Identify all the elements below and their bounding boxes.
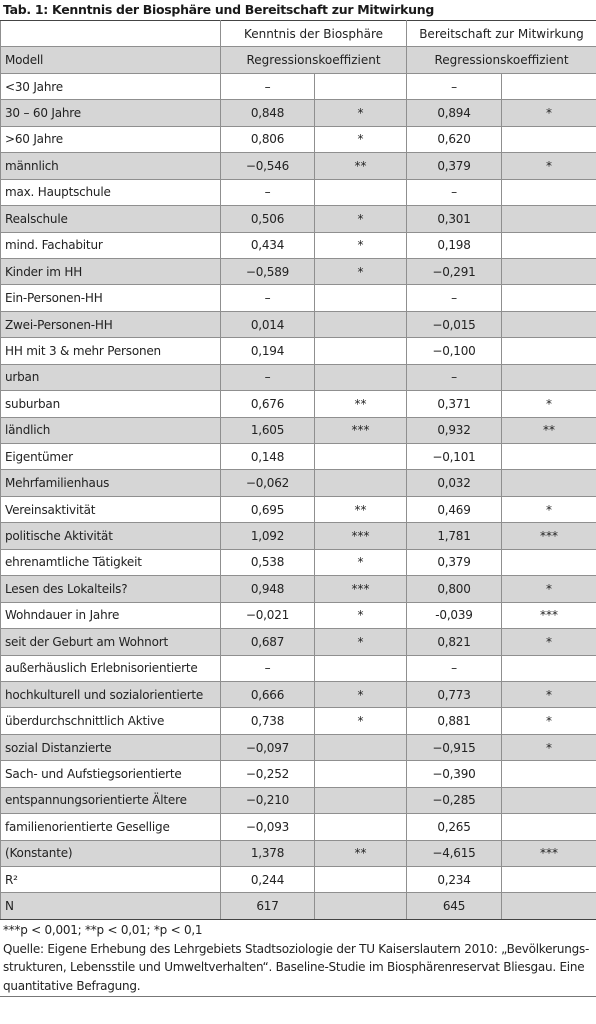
bereitschaft-coef: −4,615: [407, 840, 502, 866]
bereitschaft-sig: [502, 867, 596, 893]
row-label: Wohndauer in Jahre: [1, 602, 221, 628]
kenntnis-coef: −0,021: [221, 602, 315, 628]
kenntnis-coef: 0,848: [221, 100, 315, 126]
bereitschaft-sig: *: [502, 153, 596, 179]
bereitschaft-sig: ***: [502, 523, 596, 549]
kenntnis-sig: *: [315, 708, 407, 734]
kenntnis-sig: [315, 311, 407, 337]
row-label: >60 Jahre: [1, 126, 221, 152]
kenntnis-coef: –: [221, 364, 315, 390]
header-coef-kenntnis: Regressionskoeffizient: [221, 47, 407, 73]
table-row: [1, 576, 596, 602]
row-label: überdurchschnittlich Aktive: [1, 708, 221, 734]
kenntnis-sig: [315, 285, 407, 311]
regression-table: [0, 20, 596, 920]
bereitschaft-sig: *: [502, 708, 596, 734]
kenntnis-sig: [315, 787, 407, 813]
kenntnis-coef: 0,695: [221, 496, 315, 522]
subheader-row: [1, 47, 596, 73]
kenntnis-coef: –: [221, 73, 315, 99]
kenntnis-sig: *: [315, 126, 407, 152]
row-label: hochkulturell und sozialorientierte: [1, 681, 221, 707]
bereitschaft-sig: ***: [502, 602, 596, 628]
row-label: Realschule: [1, 206, 221, 232]
table-row: [1, 761, 596, 787]
table-body: [1, 73, 596, 919]
row-label: außerhäuslich Erlebnisorientierte: [1, 655, 221, 681]
row-label: Lesen des Lokalteils?: [1, 576, 221, 602]
bereitschaft-coef: −0,100: [407, 338, 502, 364]
header-bereitschaft: Bereitschaft zur Mitwirkung: [407, 21, 596, 47]
bereitschaft-coef: 0,773: [407, 681, 502, 707]
kenntnis-coef: 617: [221, 893, 315, 919]
bereitschaft-coef: 0,620: [407, 126, 502, 152]
kenntnis-sig: **: [315, 153, 407, 179]
bereitschaft-sig: [502, 444, 596, 470]
bereitschaft-sig: [502, 311, 596, 337]
kenntnis-coef: 0,948: [221, 576, 315, 602]
kenntnis-coef: –: [221, 655, 315, 681]
row-label: <30 Jahre: [1, 73, 221, 99]
bereitschaft-coef: 0,800: [407, 576, 502, 602]
bottom-rule: [0, 996, 596, 997]
table-row: [1, 232, 596, 258]
bereitschaft-sig: ***: [502, 840, 596, 866]
kenntnis-coef: –: [221, 285, 315, 311]
bereitschaft-coef: 0,821: [407, 629, 502, 655]
bereitschaft-sig: [502, 206, 596, 232]
table-row: [1, 549, 596, 575]
kenntnis-sig: [315, 867, 407, 893]
bereitschaft-sig: [502, 285, 596, 311]
kenntnis-coef: −0,589: [221, 258, 315, 284]
bereitschaft-coef: –: [407, 179, 502, 205]
bereitschaft-sig: *: [502, 576, 596, 602]
row-label: N: [1, 893, 221, 919]
bereitschaft-coef: −0,101: [407, 444, 502, 470]
bereitschaft-sig: [502, 232, 596, 258]
row-label: sozial Distanzierte: [1, 734, 221, 760]
kenntnis-coef: 0,806: [221, 126, 315, 152]
row-label: Kinder im HH: [1, 258, 221, 284]
bereitschaft-coef: 645: [407, 893, 502, 919]
table-row: [1, 523, 596, 549]
table-row: [1, 734, 596, 760]
table-row: [1, 364, 596, 390]
source-line-2: strukturen, Lebensstile und Umweltverhalten“. Baseline-Studie im Biosphärenreservat Bliesgau. Eine: [3, 960, 585, 974]
kenntnis-coef: −0,062: [221, 470, 315, 496]
kenntnis-sig: *: [315, 549, 407, 575]
row-label: urban: [1, 364, 221, 390]
bereitschaft-coef: 0,894: [407, 100, 502, 126]
kenntnis-sig: [315, 814, 407, 840]
bereitschaft-coef: 0,198: [407, 232, 502, 258]
row-label: (Konstante): [1, 840, 221, 866]
header-model: Modell: [1, 47, 221, 73]
bereitschaft-coef: −0,015: [407, 311, 502, 337]
bereitschaft-sig: [502, 893, 596, 919]
bereitschaft-sig: *: [502, 496, 596, 522]
bereitschaft-coef: −0,915: [407, 734, 502, 760]
table-row: [1, 708, 596, 734]
kenntnis-coef: 0,244: [221, 867, 315, 893]
row-label: politische Aktivität: [1, 523, 221, 549]
table-row: [1, 470, 596, 496]
kenntnis-coef: −0,546: [221, 153, 315, 179]
row-label: HH mit 3 & mehr Personen: [1, 338, 221, 364]
group-header-row: [1, 21, 596, 47]
kenntnis-sig: **: [315, 496, 407, 522]
row-label: mind. Fachabitur: [1, 232, 221, 258]
row-label: seit der Geburt am Wohnort: [1, 629, 221, 655]
table-row: [1, 417, 596, 443]
table-row: [1, 391, 596, 417]
row-label: Zwei-Personen-HH: [1, 311, 221, 337]
kenntnis-sig: ***: [315, 417, 407, 443]
kenntnis-coef: −0,252: [221, 761, 315, 787]
row-label: männlich: [1, 153, 221, 179]
bereitschaft-sig: *: [502, 734, 596, 760]
bereitschaft-coef: –: [407, 73, 502, 99]
kenntnis-sig: [315, 179, 407, 205]
table-row: [1, 311, 596, 337]
bereitschaft-sig: *: [502, 391, 596, 417]
table-row: [1, 681, 596, 707]
bereitschaft-sig: [502, 258, 596, 284]
kenntnis-sig: [315, 364, 407, 390]
table-row: [1, 840, 596, 866]
bereitschaft-coef: 0,379: [407, 153, 502, 179]
significance-note: ***p < 0,001; **p < 0,01; *p < 0,1: [3, 923, 203, 937]
table-row: [1, 602, 596, 628]
table-row: [1, 814, 596, 840]
kenntnis-coef: 0,506: [221, 206, 315, 232]
kenntnis-sig: [315, 734, 407, 760]
bereitschaft-sig: [502, 549, 596, 575]
row-label: 30 – 60 Jahre: [1, 100, 221, 126]
kenntnis-sig: [315, 73, 407, 99]
bereitschaft-sig: *: [502, 681, 596, 707]
bereitschaft-coef: –: [407, 655, 502, 681]
table-row: [1, 285, 596, 311]
bereitschaft-coef: 0,032: [407, 470, 502, 496]
bereitschaft-sig: [502, 338, 596, 364]
kenntnis-sig: ***: [315, 576, 407, 602]
kenntnis-sig: *: [315, 681, 407, 707]
row-label: max. Hauptschule: [1, 179, 221, 205]
kenntnis-coef: −0,093: [221, 814, 315, 840]
kenntnis-sig: [315, 893, 407, 919]
bereitschaft-sig: [502, 126, 596, 152]
row-label: R²: [1, 867, 221, 893]
table-row: [1, 893, 596, 919]
table-row: [1, 258, 596, 284]
row-label: entspannungsorientierte Ältere: [1, 787, 221, 813]
table-row: [1, 206, 596, 232]
row-label: suburban: [1, 391, 221, 417]
row-label: ehrenamtliche Tätigkeit: [1, 549, 221, 575]
table-row: [1, 444, 596, 470]
kenntnis-coef: 0,434: [221, 232, 315, 258]
kenntnis-coef: –: [221, 179, 315, 205]
row-label: Eigentümer: [1, 444, 221, 470]
kenntnis-sig: [315, 444, 407, 470]
kenntnis-sig: *: [315, 602, 407, 628]
table-row: [1, 179, 596, 205]
bereitschaft-coef: 1,781: [407, 523, 502, 549]
table-row: [1, 655, 596, 681]
bereitschaft-coef: 0,379: [407, 549, 502, 575]
header-empty-cell: [1, 21, 221, 47]
bereitschaft-coef: –: [407, 285, 502, 311]
kenntnis-sig: *: [315, 629, 407, 655]
bereitschaft-coef: 0,265: [407, 814, 502, 840]
bereitschaft-coef: 0,881: [407, 708, 502, 734]
bereitschaft-sig: [502, 470, 596, 496]
row-label: Ein-Personen-HH: [1, 285, 221, 311]
bereitschaft-coef: −0,390: [407, 761, 502, 787]
bereitschaft-coef: 0,371: [407, 391, 502, 417]
source-line-3: quantitative Befragung.: [3, 978, 141, 993]
table-row: [1, 100, 596, 126]
kenntnis-coef: 0,738: [221, 708, 315, 734]
table-notes: [3, 921, 593, 995]
header-kenntnis: Kenntnis der Biosphäre: [221, 21, 407, 47]
kenntnis-sig: ***: [315, 523, 407, 549]
kenntnis-coef: −0,210: [221, 787, 315, 813]
table-row: [1, 629, 596, 655]
bereitschaft-coef: 0,301: [407, 206, 502, 232]
kenntnis-sig: *: [315, 206, 407, 232]
table-row: [1, 338, 596, 364]
kenntnis-coef: 0,014: [221, 311, 315, 337]
kenntnis-sig: [315, 655, 407, 681]
table-row: [1, 153, 596, 179]
bereitschaft-sig: *: [502, 100, 596, 126]
row-label: Sach- und Aufstiegsorientierte: [1, 761, 221, 787]
kenntnis-coef: 0,538: [221, 549, 315, 575]
kenntnis-coef: 0,194: [221, 338, 315, 364]
bereitschaft-coef: 0,234: [407, 867, 502, 893]
row-label: Mehrfamilienhaus: [1, 470, 221, 496]
kenntnis-sig: **: [315, 391, 407, 417]
bereitschaft-sig: [502, 814, 596, 840]
bereitschaft-sig: [502, 179, 596, 205]
kenntnis-coef: 1,378: [221, 840, 315, 866]
bereitschaft-coef: 0,469: [407, 496, 502, 522]
kenntnis-sig: [315, 470, 407, 496]
kenntnis-coef: 0,687: [221, 629, 315, 655]
bereitschaft-coef: –: [407, 364, 502, 390]
kenntnis-sig: *: [315, 100, 407, 126]
kenntnis-coef: 0,148: [221, 444, 315, 470]
header-coef-bereitschaft: Regressionskoeffizient: [407, 47, 596, 73]
table-row: [1, 73, 596, 99]
bereitschaft-sig: *: [502, 629, 596, 655]
bereitschaft-sig: [502, 364, 596, 390]
bereitschaft-sig: [502, 73, 596, 99]
row-label: familienorientierte Gesellige: [1, 814, 221, 840]
row-label: Vereinsaktivität: [1, 496, 221, 522]
table-row: [1, 496, 596, 522]
bereitschaft-coef: 0,932: [407, 417, 502, 443]
kenntnis-coef: 0,666: [221, 681, 315, 707]
kenntnis-coef: 0,676: [221, 391, 315, 417]
kenntnis-coef: 1,605: [221, 417, 315, 443]
bereitschaft-coef: −0,285: [407, 787, 502, 813]
kenntnis-sig: *: [315, 258, 407, 284]
bereitschaft-sig: [502, 655, 596, 681]
kenntnis-sig: **: [315, 840, 407, 866]
bereitschaft-sig: [502, 761, 596, 787]
source-line-1: Quelle: Eigene Erhebung des Lehrgebiets Stadtsoziologie der TU Kaiserslautern 2010: „Bevölkerungs-: [3, 941, 590, 956]
kenntnis-coef: 1,092: [221, 523, 315, 549]
bereitschaft-sig: **: [502, 417, 596, 443]
bereitschaft-sig: [502, 787, 596, 813]
kenntnis-sig: [315, 338, 407, 364]
table-row: [1, 126, 596, 152]
table-row: [1, 867, 596, 893]
kenntnis-sig: [315, 761, 407, 787]
table-title: Tab. 1: Kenntnis der Biosphäre und Bereitschaft zur Mitwirkung: [3, 2, 434, 17]
table-row: [1, 787, 596, 813]
row-label: ländlich: [1, 417, 221, 443]
bereitschaft-coef: -0,039: [407, 602, 502, 628]
kenntnis-sig: *: [315, 232, 407, 258]
bereitschaft-coef: −0,291: [407, 258, 502, 284]
kenntnis-coef: −0,097: [221, 734, 315, 760]
